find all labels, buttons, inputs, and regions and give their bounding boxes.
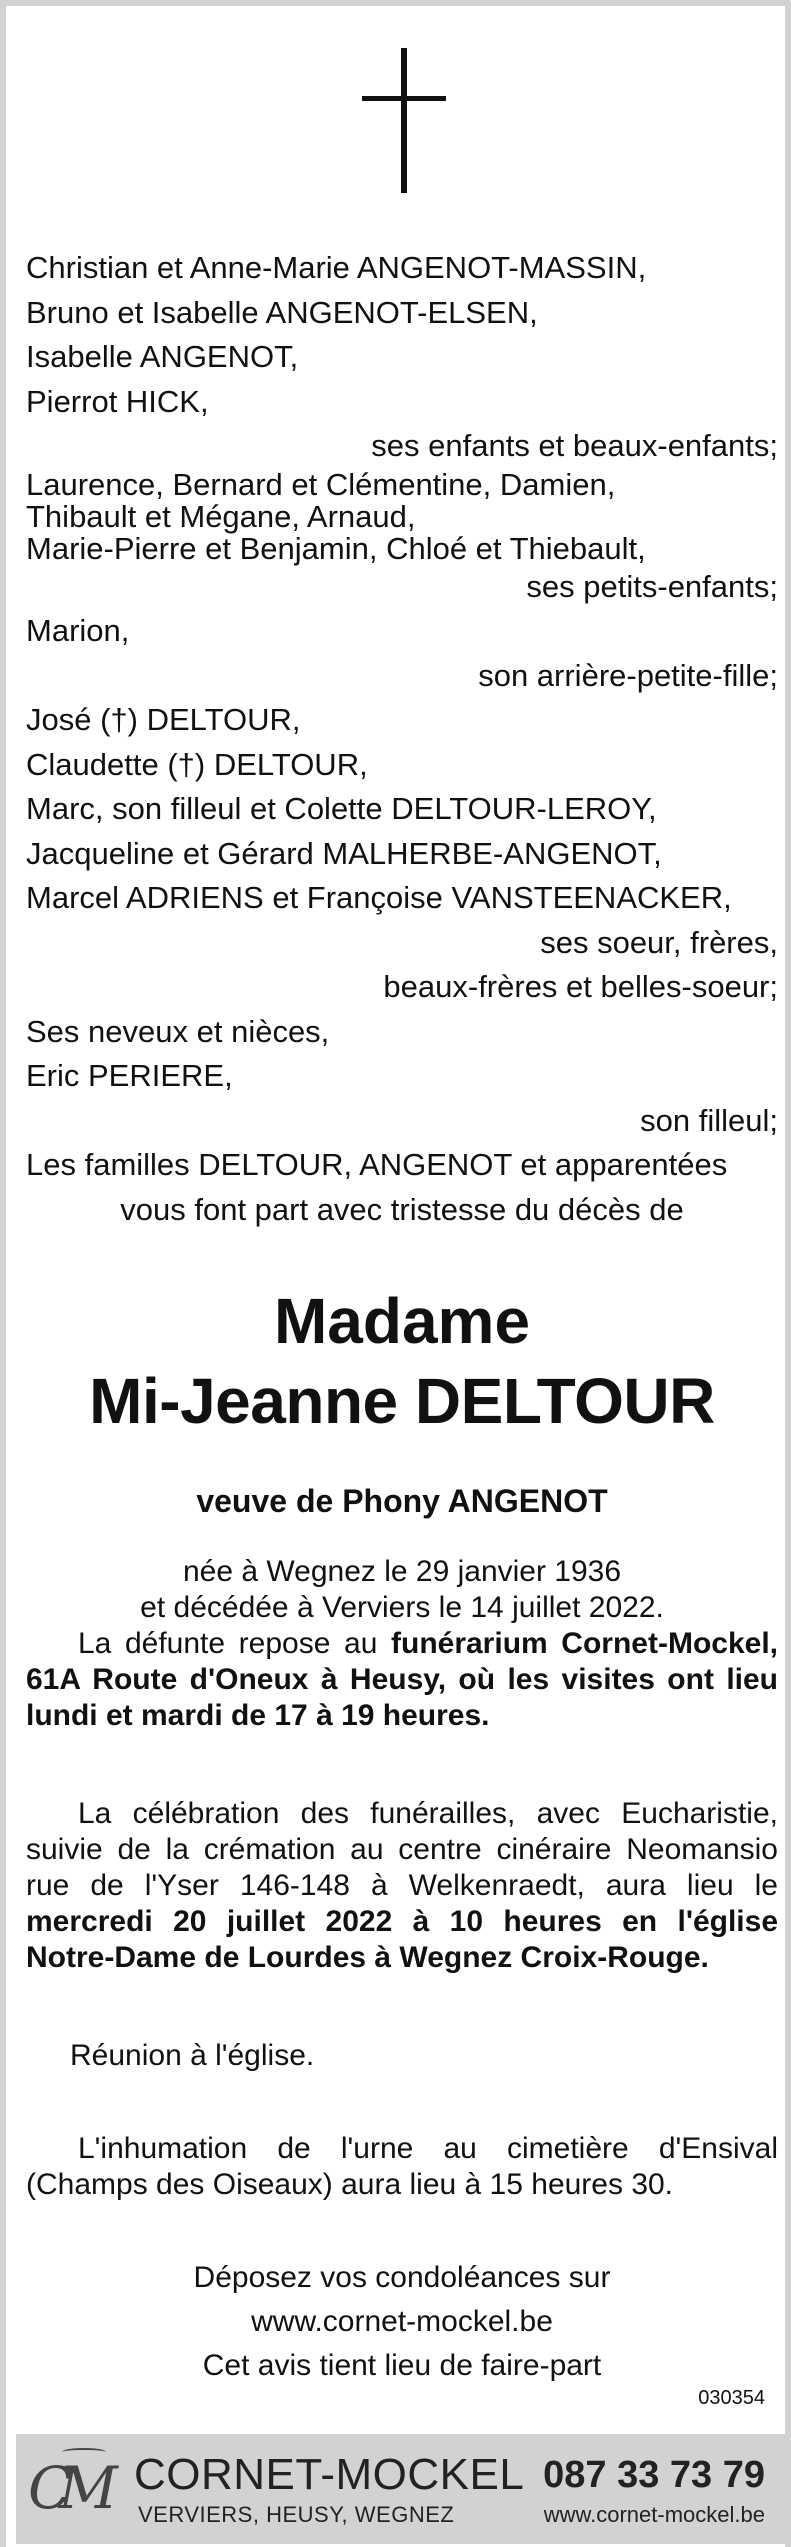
- family-line: ses petits-enfants;: [526, 568, 778, 604]
- family-line: José (†) DELTOUR,: [26, 702, 301, 737]
- family-line: Marcel ADRIENS et Françoise VANSTEENACKER,: [26, 880, 732, 915]
- family-line: beaux-frères et belles-soeur;: [383, 969, 778, 1004]
- condolences-block: [26, 2256, 778, 2388]
- family-line: Jacqueline et Gérard MALHERBE-ANGENOT,: [26, 835, 662, 871]
- family-line: Ses neveux et nièces,: [26, 1013, 330, 1049]
- condolences-link[interactable]: www.cornet-mockel.be: [251, 2305, 553, 2338]
- family-line: vous font part avec tristesse du décès de: [120, 1191, 684, 1227]
- repose-prefix: La défunte repose au: [78, 1627, 391, 1660]
- deceased-title: Madame: [273, 1285, 531, 1357]
- birth-death-dates: [26, 1554, 778, 1626]
- deceased-name: Mi-Jeanne DELTOUR: [89, 1365, 715, 1437]
- repose-details: funérarium Cornet-Mockel, 61A Route d'Oneux à Heusy, où les visites ont lieu lundi et mardi de 17 à 19 heures.: [26, 1627, 778, 1732]
- ceremony-details: mercredi 20 juillet 2022 à 10 heures en l'église Notre-Dame de Lourdes à Wegnez Croix-Rouge.: [26, 1905, 778, 1974]
- family-line: Marc, son filleul et Colette DELTOUR-LEROY,: [26, 791, 657, 826]
- family-list: [26, 246, 778, 1232]
- family-line: Isabelle ANGENOT,: [26, 339, 299, 374]
- family-line: ses enfants et beaux-enfants;: [371, 428, 778, 463]
- repose-paragraph: [26, 1626, 778, 1734]
- cross-icon: [362, 48, 446, 193]
- birth-line: née à Wegnez le 29 janvier 1936: [182, 1555, 622, 1588]
- family-line: Christian et Anne-Marie ANGENOT-MASSIN,: [26, 250, 647, 285]
- family-line: Marion,: [26, 613, 130, 648]
- cornet-mockel-logo: CM: [28, 2454, 104, 2522]
- reunion-line: Réunion à l'église.: [70, 2039, 315, 2072]
- family-line: Bruno et Isabelle ANGENOT-ELSEN,: [26, 294, 538, 330]
- ceremony-paragraph: [26, 1796, 778, 1976]
- death-line: et décédée à Verviers le 14 juillet 2022.: [140, 1591, 664, 1624]
- brand-website[interactable]: www.cornet-mockel.be: [543, 2502, 765, 2527]
- condolences-line1: Déposez vos condoléances sur: [193, 2261, 611, 2294]
- brand-towns: VERVIERS, HEUSY, WEGNEZ: [138, 2502, 455, 2527]
- funeral-home-banner: [16, 2434, 787, 2544]
- condolences-line3: Cet avis tient lieu de faire-part: [202, 2349, 602, 2382]
- widow-of: veuve de Phony ANGENOT: [196, 1483, 608, 1519]
- family-line: Marie-Pierre et Benjamin, Chloé et Thiebault,: [26, 530, 646, 566]
- brand-name: CORNET-MOCKEL: [134, 2450, 525, 2499]
- family-line: Claudette (†) DELTOUR,: [26, 746, 368, 782]
- family-line: Laurence, Bernard et Clémentine, Damien,: [26, 466, 616, 502]
- family-line: Eric PERIERE,: [26, 1058, 233, 1093]
- family-line: ses soeur, frères,: [540, 924, 778, 960]
- family-line: Thibault et Mégane, Arnaud,: [26, 498, 416, 534]
- family-line: son arrière-petite-fille;: [478, 657, 778, 693]
- ceremony-prefix: La célébration des funérailles, avec Eucharistie, suivie de la crémation au centre cinéraire Neomansio rue de l'Yser 146-148 à Welkenraedt, aura lieu le: [26, 1797, 778, 1902]
- inhumation-paragraph: L'inhumation de l'urne au cimetière d'Ensival (Champs des Oiseaux) aura lieu à 15 heures 30.: [26, 2132, 778, 2201]
- family-line: Les familles DELTOUR, ANGENOT et apparentées: [26, 1147, 728, 1182]
- reference-number: 030354: [698, 2387, 765, 2409]
- family-line: Pierrot HICK,: [26, 383, 209, 419]
- brand-phone: 087 33 73 79: [543, 2454, 765, 2496]
- family-line: son filleul;: [640, 1102, 778, 1138]
